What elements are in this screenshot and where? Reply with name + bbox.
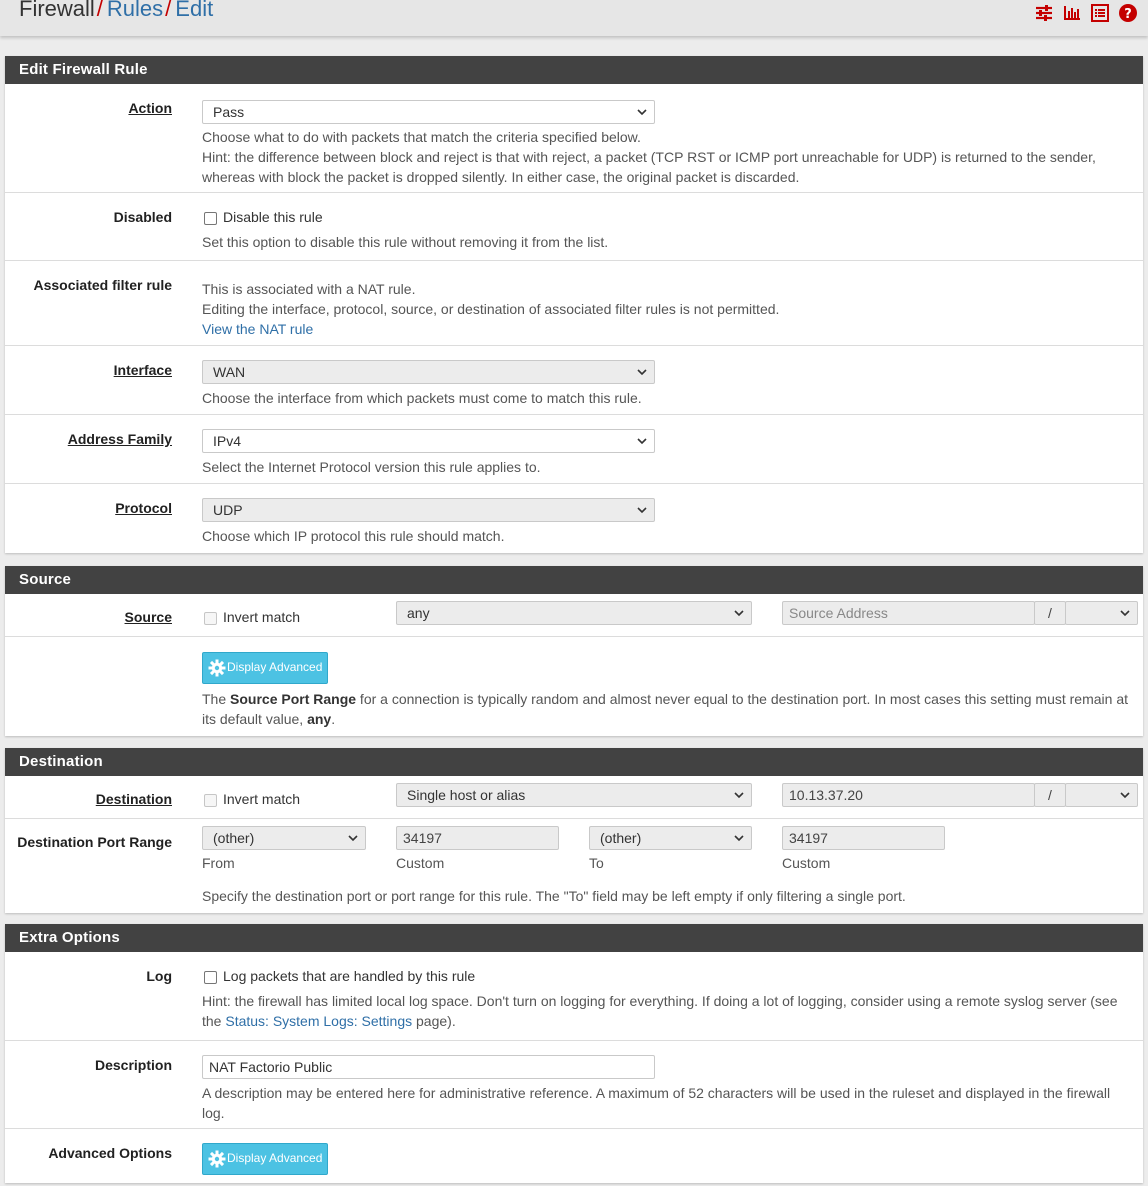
port-from-select-value: (other)	[213, 830, 255, 846]
log-checkbox-label[interactable]: Log packets that are handled by this rule	[223, 968, 476, 984]
slash-text: /	[1048, 787, 1052, 803]
associated-filter-label: Associated filter rule	[33, 277, 172, 293]
disable-rule-checkbox[interactable]	[204, 212, 217, 225]
top-bar	[0, 0, 1148, 36]
breadcrumb-separator: /	[165, 0, 172, 21]
address-family-select[interactable]	[202, 429, 655, 453]
source-display-advanced-button[interactable]	[202, 652, 328, 684]
bar-chart-icon[interactable]	[1062, 3, 1082, 23]
destination-type-select[interactable]	[396, 783, 752, 807]
description-help	[202, 1083, 1132, 1123]
log-row	[5, 952, 1143, 1041]
chevron-down-icon	[733, 606, 745, 620]
breadcrumb-firewall: Firewall	[19, 0, 95, 21]
associated-filter-row	[5, 261, 1143, 346]
action-hint-line: Hint: the difference between block and reject is that with reject, a packet (TCP RST or ICMP port unreachable for UDP) is returned to the sender,	[202, 149, 1096, 165]
destination-port-row	[5, 819, 1143, 913]
address-family-select-value: IPv4	[213, 433, 242, 449]
port-to-sublabel: To	[589, 855, 604, 871]
action-hint-line: whereas with block the packet is dropped silently. In either case, the original packet is discarded.	[202, 169, 800, 185]
source-type-value: any	[407, 605, 430, 621]
extra-display-advanced-button[interactable]	[202, 1143, 328, 1175]
associated-filter-text	[202, 279, 779, 339]
gear-icon	[208, 1150, 226, 1168]
source-type-select[interactable]	[396, 601, 752, 625]
source-invert-label[interactable]: Invert match	[223, 609, 301, 625]
destination-slash	[1034, 783, 1066, 807]
slash-text: /	[1048, 605, 1052, 621]
source-label[interactable]: Source	[124, 609, 172, 625]
view-nat-rule-link[interactable]: View the NAT rule	[202, 321, 314, 337]
disable-rule-checkbox-label[interactable]: Disable this rule	[223, 209, 323, 225]
destination-type-value: Single host or alias	[407, 787, 526, 803]
interface-select-value: WAN	[213, 364, 246, 380]
action-label[interactable]: Action	[128, 100, 172, 116]
source-address-placeholder: Source Address	[789, 605, 888, 621]
port-from-custom-sublabel: Custom	[396, 855, 445, 871]
system-logs-settings-link[interactable]: Status: System Logs: Settings	[225, 1013, 413, 1029]
chevron-down-icon	[636, 105, 648, 119]
chevron-down-icon	[733, 788, 745, 802]
destination-port-label: Destination Port Range	[17, 834, 172, 850]
svg-text:?: ?	[1124, 7, 1132, 22]
extra-display-advanced-label: Display Advanced	[227, 1151, 323, 1165]
description-help-line: log.	[202, 1105, 225, 1121]
disabled-label: Disabled	[113, 209, 172, 225]
breadcrumb-rules-link[interactable]: Rules	[106, 0, 164, 21]
description-row	[5, 1041, 1143, 1129]
destination-panel	[5, 748, 1143, 913]
advanced-options-label: Advanced Options	[48, 1145, 172, 1161]
help-text: its default value,	[202, 711, 308, 727]
breadcrumb	[19, 0, 213, 22]
destination-label[interactable]: Destination	[95, 791, 172, 807]
chevron-down-icon	[733, 831, 745, 845]
protocol-help: Choose which IP protocol this rule should match.	[202, 528, 505, 544]
address-family-label[interactable]: Address Family	[67, 431, 172, 447]
port-from-sublabel: From	[202, 855, 235, 871]
help-bold: any	[307, 711, 332, 727]
sliders-icon[interactable]	[1034, 3, 1054, 23]
interface-row	[5, 346, 1143, 415]
source-panel	[5, 566, 1143, 736]
source-mask-select[interactable]	[1065, 601, 1138, 625]
address-family-row	[5, 415, 1143, 484]
port-to-custom-input[interactable]	[782, 826, 945, 850]
gear-icon	[208, 659, 226, 677]
port-to-select[interactable]	[589, 826, 752, 850]
interface-help: Choose the interface from which packets must come to match this rule.	[202, 390, 642, 406]
chevron-down-icon	[636, 503, 648, 517]
description-input[interactable]	[202, 1055, 655, 1079]
panel-title: Edit Firewall Rule	[5, 56, 1143, 84]
chevron-down-icon	[347, 831, 359, 845]
action-select[interactable]	[202, 100, 655, 124]
port-to-select-value: (other)	[600, 830, 642, 846]
description-label: Description	[94, 1057, 172, 1073]
port-from-custom-value: 34197	[403, 830, 442, 846]
action-select-value: Pass	[213, 104, 245, 120]
interface-select[interactable]	[202, 360, 655, 384]
port-from-select[interactable]	[202, 826, 366, 850]
protocol-row	[5, 484, 1143, 553]
help-text: page).	[412, 1013, 456, 1029]
help-text: The	[202, 691, 231, 707]
source-invert-checkbox[interactable]	[204, 612, 217, 625]
description-value: NAT Factorio Public	[209, 1059, 333, 1075]
header-icons	[1034, 3, 1138, 23]
help-text: the	[202, 1013, 226, 1029]
address-family-help: Select the Internet Protocol version this rule applies to.	[202, 459, 541, 475]
log-label: Log	[146, 968, 172, 984]
source-address-input[interactable]	[782, 601, 1035, 625]
destination-row	[5, 776, 1143, 819]
source-row	[5, 594, 1143, 637]
action-help-line: Choose what to do with packets that match the criteria specified below.	[202, 129, 641, 145]
source-port-help	[202, 689, 1132, 729]
chevron-down-icon	[636, 434, 648, 448]
help-text: .	[331, 711, 336, 727]
source-slash	[1034, 601, 1066, 625]
extra-options-panel	[5, 924, 1143, 1183]
associated-line: Editing the interface, protocol, source, or destination of associated filter rules is not permitted.	[202, 301, 780, 317]
destination-invert-label[interactable]: Invert match	[223, 791, 301, 807]
action-row	[5, 84, 1143, 193]
destination-address-value: 10.13.37.20	[789, 787, 863, 803]
panel-title: Extra Options	[5, 924, 1143, 952]
source-advanced-row	[5, 637, 1143, 736]
advanced-options-row	[5, 1129, 1143, 1183]
destination-address-input[interactable]	[782, 783, 1035, 807]
destination-invert-checkbox[interactable]	[204, 794, 217, 807]
panel-title: Destination	[5, 748, 1143, 776]
log-help	[202, 991, 1132, 1031]
log-checkbox[interactable]	[204, 971, 217, 984]
port-to-custom-value: 34197	[789, 830, 828, 846]
description-help-line: A description may be entered here for administrative reference. A maximum of 52 characters will be used in the ruleset and displayed in the firewall	[202, 1085, 1111, 1101]
protocol-select[interactable]	[202, 498, 655, 522]
help-icon[interactable]	[1118, 3, 1138, 23]
edit-firewall-rule-panel	[5, 56, 1143, 553]
destination-mask-select[interactable]	[1065, 783, 1138, 807]
chevron-down-icon	[1119, 606, 1131, 620]
help-text: for a connection is typically random and almost never equal to the destination port. In most cases this setting must remain at	[356, 691, 1128, 707]
help-bold: Source Port Range	[230, 691, 357, 707]
panel-title: Source	[5, 566, 1143, 594]
list-icon[interactable]	[1090, 3, 1110, 23]
action-help	[202, 127, 1122, 187]
log-help-line: Hint: the firewall has limited local log space. Don't turn on logging for everything. If doing a lot of logging, consider using a remote syslog server (see	[202, 993, 1118, 1009]
disabled-row	[5, 193, 1143, 261]
port-from-custom-input[interactable]	[396, 826, 559, 850]
breadcrumb-edit-link[interactable]: Edit	[175, 0, 214, 21]
breadcrumb-separator: /	[96, 0, 103, 21]
disabled-help: Set this option to disable this rule without removing it from the list.	[202, 234, 609, 250]
chevron-down-icon	[636, 365, 648, 379]
interface-label[interactable]: Interface	[113, 362, 172, 378]
port-to-custom-sublabel: Custom	[782, 855, 831, 871]
protocol-select-value: UDP	[213, 502, 243, 518]
protocol-label[interactable]: Protocol	[115, 500, 172, 516]
associated-line: This is associated with a NAT rule.	[202, 281, 416, 297]
source-display-advanced-label: Display Advanced	[227, 660, 323, 674]
chevron-down-icon	[1119, 788, 1131, 802]
destination-port-help: Specify the destination port or port range for this rule. The "To" field may be left empty if only filtering a single port.	[202, 888, 906, 904]
